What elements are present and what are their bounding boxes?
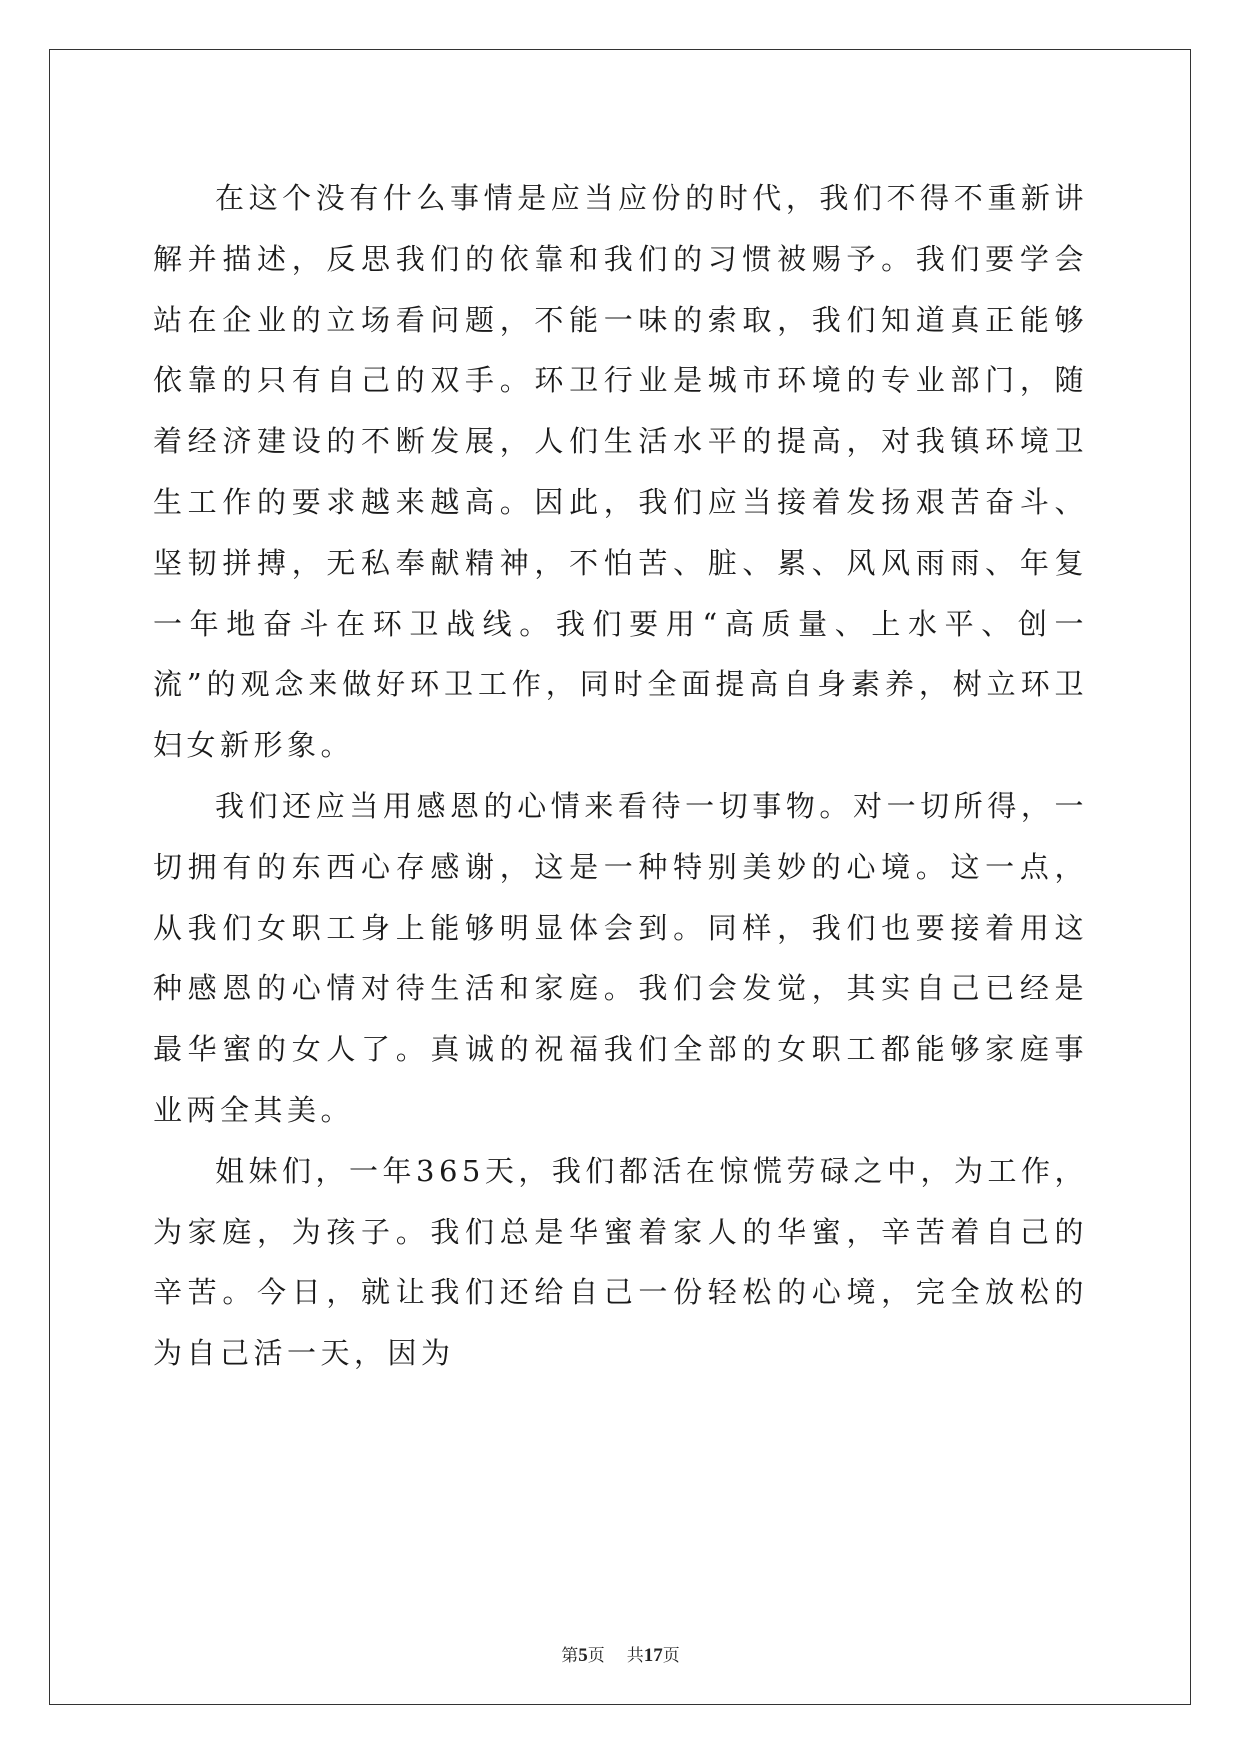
document-body xyxy=(153,168,1088,1384)
page-prefix: 第 xyxy=(561,1646,579,1666)
total-suffix: 页 xyxy=(662,1646,680,1666)
page-footer xyxy=(0,1641,1241,1667)
paragraph: 我们还应当用感恩的心情来看待一切事物。对一切所得，一切拥有的东西心存感谢，这是一种特别美妙的心境。这一点，从我们女职工身上能够明显体会到。同样，我们也要接着用这种感恩的心情对待生活和家庭。我们会发觉，其实自己已经是最华蜜的女人了。真诚的祝福我们全部的女职工都能够家庭事业两全其美。 xyxy=(153,788,1088,1127)
page-suffix: 页 xyxy=(587,1646,605,1666)
total-prefix: 共 xyxy=(626,1646,644,1666)
total-pages: 17 xyxy=(643,1645,663,1666)
page-number: 5 xyxy=(578,1645,588,1666)
paragraph: 在这个没有什么事情是应当应份的时代，我们不得不重新讲解并描述，反思我们的依靠和我们的习惯被赐予。我们要学会站在企业的立场看问题，不能一味的索取，我们知道真正能够依靠的只有自己的双手。环卫行业是城市环境的专业部门，随着经济建设的不断发展，人们生活水平的提高，对我镇环境卫生工作的要求越来越高。因此，我们应当接着发扬艰苦奋斗、坚韧拼搏，无私奉献精神，不怕苦、脏、累、风风雨雨、年复一年地奋斗在环卫战线。我们要用“高质量、上水平、创一流”的观念来做好环卫工作，同时全面提高自身素养，树立环卫妇女新形象。 xyxy=(153,181,1088,763)
paragraph: 姐妹们，一年365天，我们都活在惊慌劳碌之中，为工作，为家庭，为孩子。我们总是华蜜着家人的华蜜，辛苦着自己的辛苦。今日，就让我们还给自己一份轻松的心境，完全放松的为自己活一天，因为 xyxy=(153,1153,1088,1371)
